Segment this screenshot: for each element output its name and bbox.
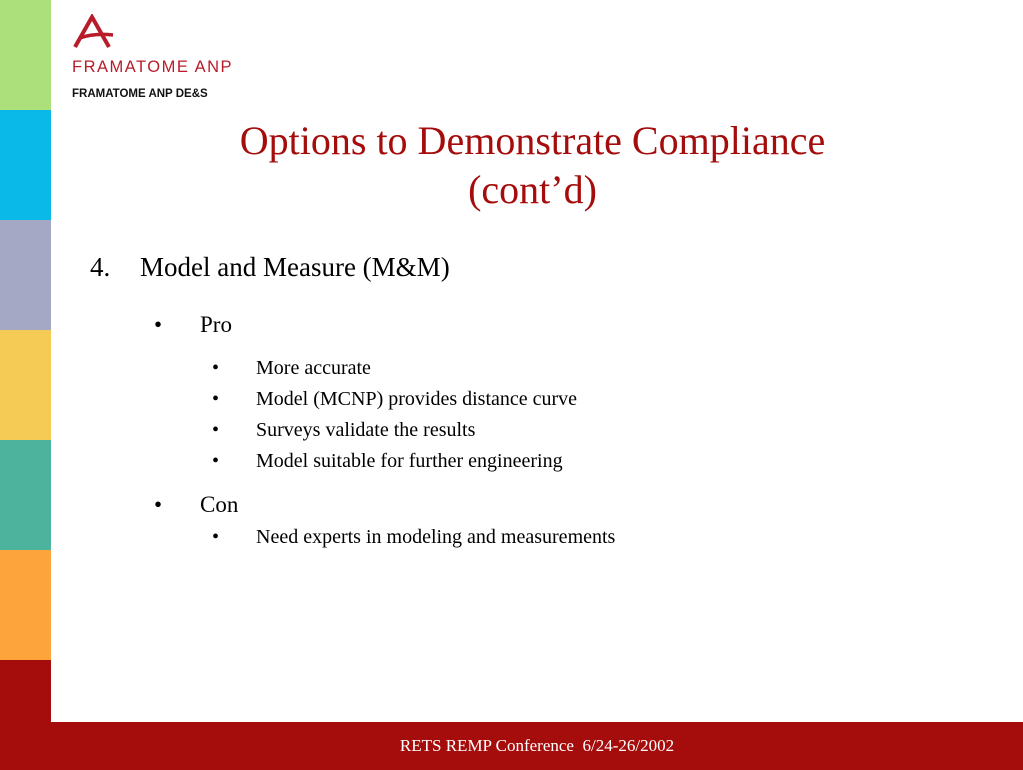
company-name: FRAMATOME ANP xyxy=(72,58,233,76)
slide-content xyxy=(90,252,616,548)
slide-title-line2: (cont’d) xyxy=(468,167,597,212)
footer-text: RETS REMP Conference 6/24-26/2002 xyxy=(399,736,675,755)
stripe-green xyxy=(0,0,51,110)
pro-label: Pro xyxy=(200,312,232,337)
con-label: Con xyxy=(200,492,239,517)
numbered-item xyxy=(90,252,450,283)
list-item xyxy=(212,357,371,380)
bullet: • xyxy=(154,312,163,337)
con-heading xyxy=(154,492,238,518)
list-item xyxy=(212,526,615,549)
list-item xyxy=(212,450,563,473)
bullet: • xyxy=(212,419,220,441)
pro-point: Model (MCNP) provides distance curve xyxy=(256,388,578,410)
stripe-lavender xyxy=(0,220,51,330)
framatome-logo-icon xyxy=(72,14,116,50)
company-logo xyxy=(72,14,233,77)
bullet: • xyxy=(212,388,220,410)
bullet: • xyxy=(154,492,163,517)
division-label: FRAMATOME ANP DE&S xyxy=(72,88,208,100)
stripe-teal xyxy=(0,440,51,550)
stripe-orange xyxy=(0,550,51,660)
bullet: • xyxy=(212,450,220,472)
pro-point: More accurate xyxy=(256,357,371,379)
slide-title-line1: Options to Demonstrate Compliance xyxy=(239,118,826,163)
list-item xyxy=(212,388,577,411)
stripe-blue xyxy=(0,110,51,220)
item-number: 4. xyxy=(90,252,111,282)
con-point: Need experts in modeling and measurements xyxy=(256,526,616,548)
pro-point: Surveys validate the results xyxy=(256,419,476,441)
slide-title xyxy=(180,116,885,214)
pro-point: Model suitable for further engineering xyxy=(256,450,563,472)
footer-bar xyxy=(51,722,1023,770)
stripe-red xyxy=(0,660,51,770)
list-item xyxy=(212,419,475,442)
bullet: • xyxy=(212,357,220,379)
item-label: Model and Measure (M&M) xyxy=(140,252,450,282)
stripe-yellow xyxy=(0,330,51,440)
bullet: • xyxy=(212,526,220,548)
pro-heading xyxy=(154,312,232,338)
